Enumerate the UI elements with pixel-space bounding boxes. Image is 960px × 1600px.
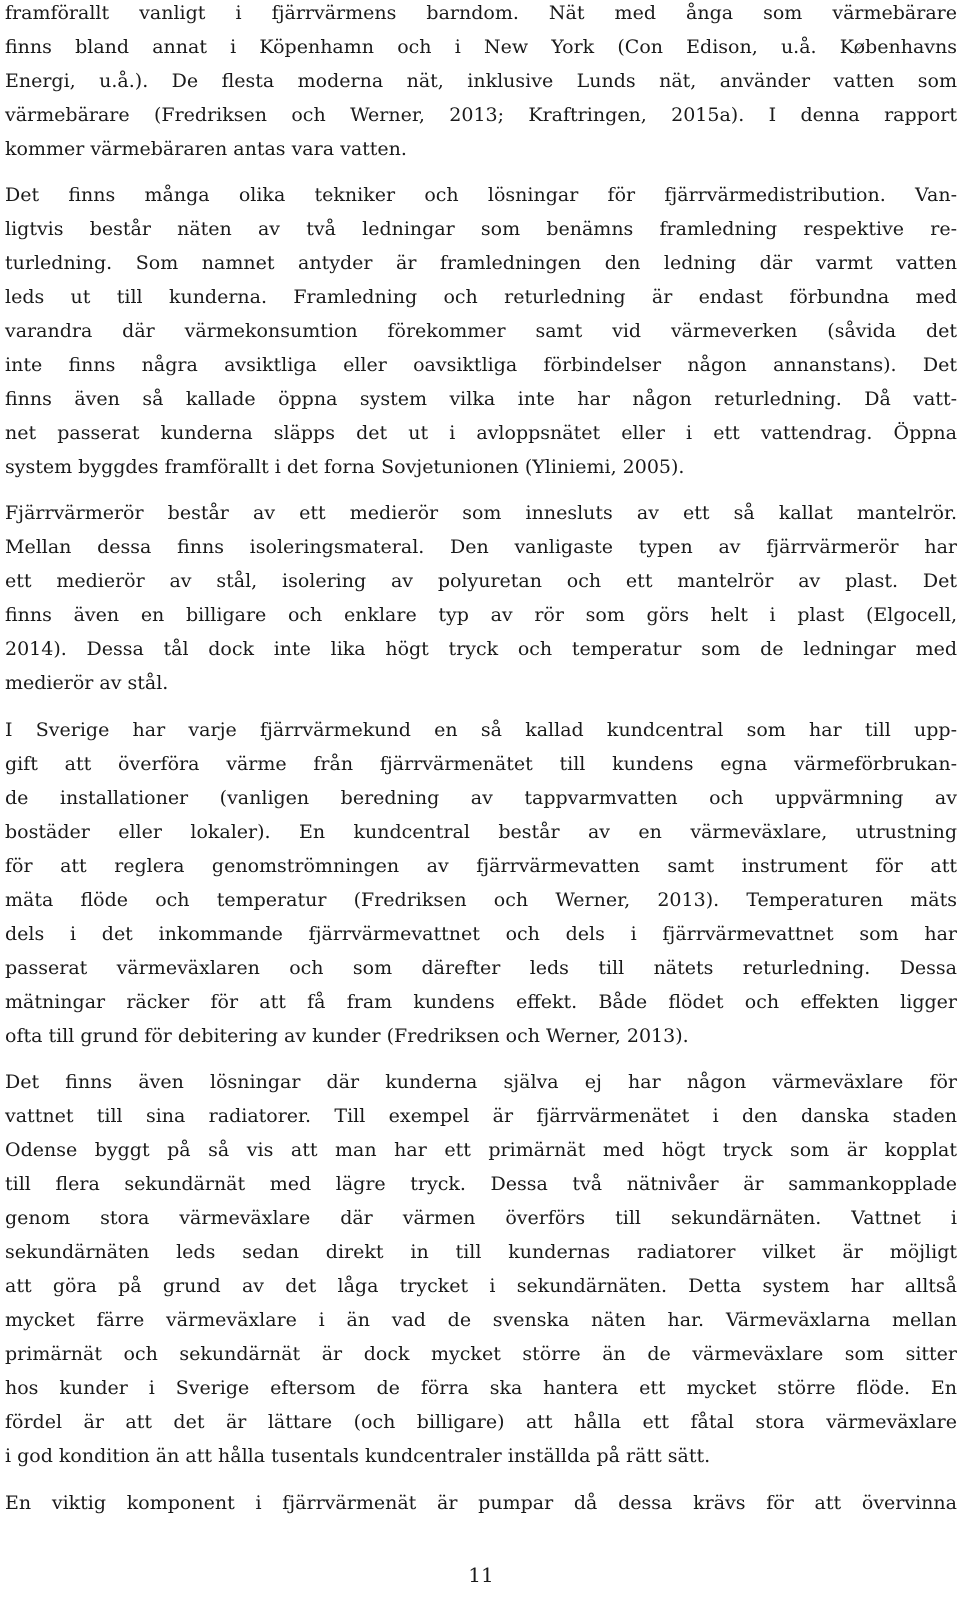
text-line: Odense byggt på så vis att man har ett primärnät med högt tryck som är kopplat (5, 1139, 957, 1161)
text-line: bostäder eller lokaler). En kundcentral består av en värmeväxlare, utrustning (5, 821, 957, 843)
text-line: ligtvis består näten av två ledningar som benämns framledning respektive re- (5, 218, 957, 240)
text-line: de installationer (vanligen beredning av tappvarmvatten och uppvärmning av (5, 787, 957, 809)
text-line: I Sverige har varje fjärrvärmekund en så kallad kundcentral som har till upp- (5, 719, 957, 741)
text-line: varandra där värmekonsumtion förekommer samt vid värmeverken (såvida det (5, 320, 957, 342)
text-line: Det finns många olika tekniker och lösningar för fjärrvärmedistribution. Van- (5, 184, 957, 206)
text-line: värmebärare (Fredriksen och Werner, 2013; Kraftringen, 2015a). I denna rapport (5, 104, 957, 126)
text-line: finns även så kallade öppna system vilka inte har någon returledning. Då vatt- (5, 388, 957, 410)
text-line: framförallt vanligt i fjärrvärmens barndom. Nät med ånga som värmebärare (5, 2, 957, 24)
text-line: ofta till grund för debitering av kunder (Fredriksen och Werner, 2013). (5, 1025, 689, 1047)
text-line: gift att överföra värme från fjärrvärmenätet till kundens egna värmeförbrukan- (5, 753, 957, 775)
text-line: finns även en billigare och enklare typ av rör som görs helt i plast (Elgocell, (5, 604, 957, 626)
text-line: finns bland annat i Köpenhamn och i New York (Con Edison, u.å. Københavns (5, 36, 957, 58)
text-line: till flera sekundärnät med lägre tryck. Dessa två nätnivåer är sammankopplade (5, 1173, 957, 1195)
text-line: mycket färre värmeväxlare i än vad de svenska näten har. Värmeväxlarna mellan (5, 1309, 957, 1331)
text-line: dels i det inkommande fjärrvärmevattnet och dels i fjärrvärmevattnet som har (5, 923, 957, 945)
text-line: fördel är att det är lättare (och billigare) att hålla ett fåtal stora värmeväxlare (5, 1411, 957, 1433)
text-line: sekundärnäten leds sedan direkt in till kundernas radiatorer vilket är möjligt (5, 1241, 957, 1263)
text-line: i god kondition än att hålla tusentals kundcentraler inställda på rätt sätt. (5, 1445, 711, 1467)
text-line: Mellan dessa finns isoleringsmateral. Den vanligaste typen av fjärrvärmerör har (5, 536, 957, 558)
text-line: Fjärrvärmerör består av ett medierör som innesluts av ett så kallat mantelrör. (5, 502, 957, 524)
text-line: att göra på grund av det låga trycket i sekundärnäten. Detta system har alltså (5, 1275, 957, 1297)
page-number: 11 (468, 1563, 494, 1587)
text-line: hos kunder i Sverige eftersom de förra ska hantera ett mycket större flöde. En (5, 1377, 957, 1399)
text-line: ett medierör av stål, isolering av polyuretan och ett mantelrör av plast. Det (5, 570, 957, 592)
text-line: genom stora värmeväxlare där värmen överförs till sekundärnäten. Vattnet i (5, 1207, 957, 1229)
text-line: vattnet till sina radiatorer. Till exempel är fjärrvärmenätet i den danska staden (5, 1105, 957, 1127)
text-line: primärnät och sekundärnät är dock mycket större än de värmeväxlare som sitter (5, 1343, 957, 1365)
text-line: inte finns några avsiktliga eller oavsiktliga förbindelser någon annanstans). Det (5, 354, 957, 376)
text-line: turledning. Som namnet antyder är framledningen den ledning där varmt vatten (5, 252, 957, 274)
text-line: mätningar räcker för att få fram kundens effekt. Både flödet och effekten ligger (5, 991, 957, 1013)
text-line: 2014). Dessa tål dock inte lika högt tryck och temperatur som de ledningar med (5, 638, 957, 660)
text-line: kommer värmebäraren antas vara vatten. (5, 138, 407, 160)
text-line: medierör av stål. (5, 672, 169, 694)
text-line: för att reglera genomströmningen av fjärrvärmevatten samt instrument för att (5, 855, 957, 877)
text-line: system byggdes framförallt i det forna Sovjetunionen (Yliniemi, 2005). (5, 456, 685, 478)
text-line: En viktig komponent i fjärrvärmenät är pumpar då dessa krävs för att övervinna (5, 1492, 957, 1514)
text-line: passerat värmeväxlaren och som därefter leds till nätets returledning. Dessa (5, 957, 957, 979)
text-line: mäta flöde och temperatur (Fredriksen och Werner, 2013). Temperaturen mäts (5, 889, 957, 911)
text-line: leds ut till kunderna. Framledning och returledning är endast förbundna med (5, 286, 957, 308)
text-line: Energi, u.å.). De flesta moderna nät, inklusive Lunds nät, använder vatten som (5, 70, 957, 92)
text-line: Det finns även lösningar där kunderna själva ej har någon värmeväxlare för (5, 1071, 957, 1093)
text-line: net passerat kunderna släpps det ut i avloppsnätet eller i ett vattendrag. Öppna (5, 422, 957, 444)
